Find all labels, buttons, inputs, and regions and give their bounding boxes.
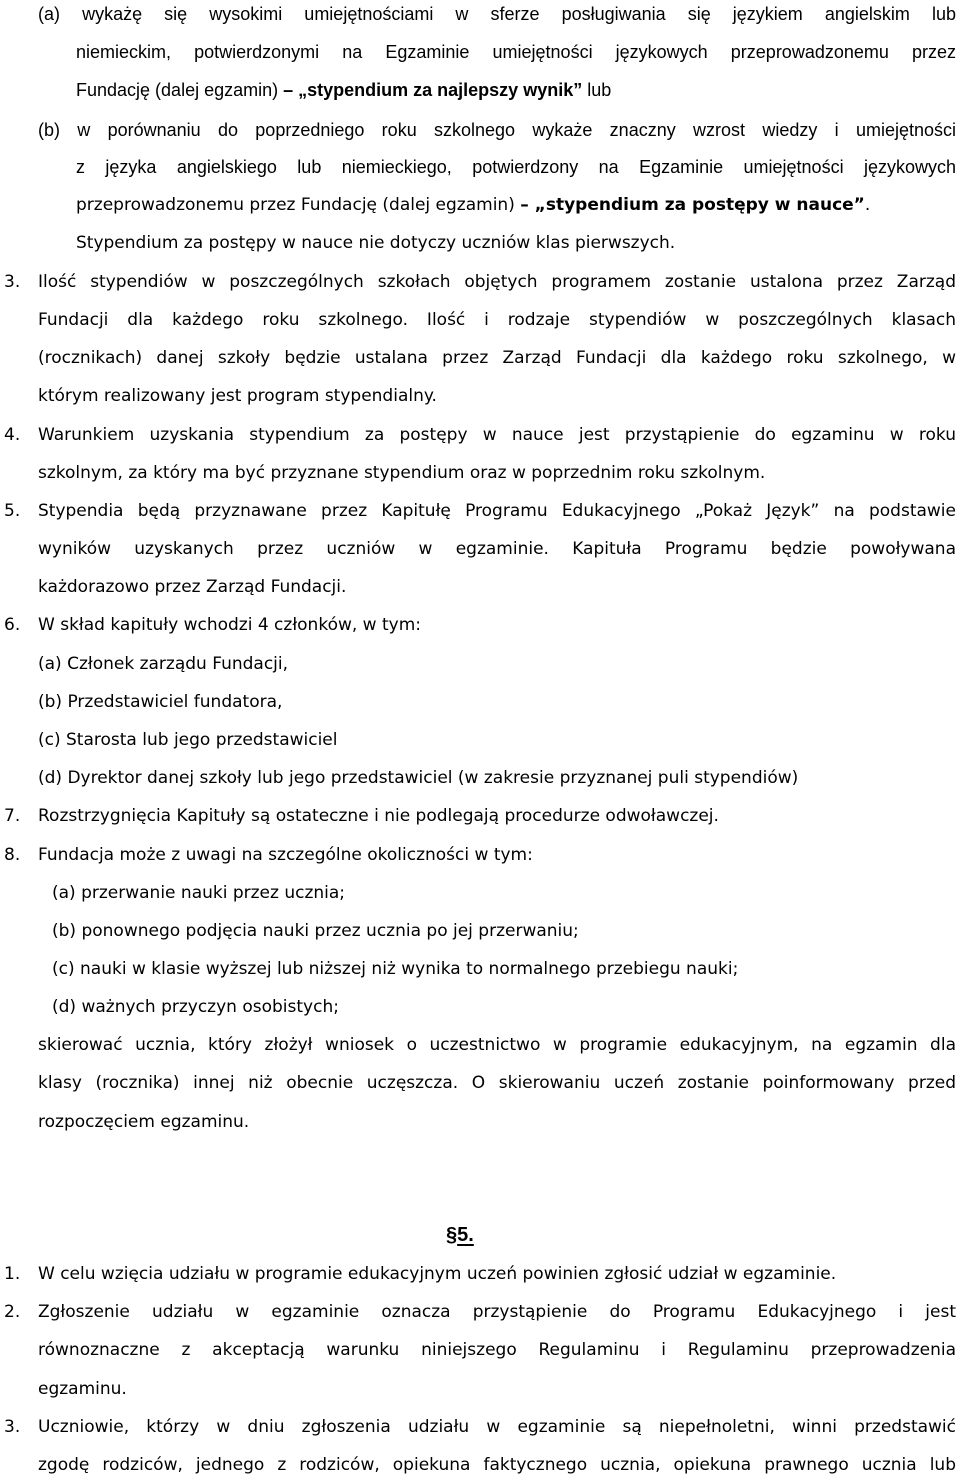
- list-item: (c) nauki w klasie wyższej lub niższej niż wynika to normalnego przebiegu nauki;: [52, 959, 739, 979]
- section-heading: [446, 1223, 474, 1247]
- item-number: 7.: [4, 806, 21, 826]
- text-line: Stypendia będą przyznawane przez Kapitułę Programu Edukacyjnego „Pokaż Język” na podstawie: [38, 501, 956, 521]
- text-line: Warunkiem uzyskania stypendium za postępy w nauce jest przystąpienie do egzaminu w roku: [38, 425, 956, 445]
- item-number: 3.: [4, 1417, 21, 1437]
- text-line: szkolnym, za który ma być przyznane stypendium oraz w poprzednim roku szkolnym.: [38, 463, 766, 483]
- section-symbol: §: [446, 1224, 458, 1246]
- text-line: Ilość stypendiów w poszczególnych szkołach objętych programem zostanie ustalona przez Zarząd: [38, 272, 956, 292]
- text-line: W skład kapituły wchodzi 4 członków, w tym:: [38, 615, 422, 635]
- text-span: Fundację (dalej egzamin): [76, 80, 284, 100]
- text-line: klasy (rocznika) innej niż obecnie uczęszcza. O skierowaniu uczeń zostanie poinformowany przed: [38, 1073, 956, 1093]
- item-number: 3.: [4, 272, 21, 292]
- text-line: równoznaczne z akceptacją warunku niniejszego Regulaminu i Regulaminu przeprowadzenia: [38, 1340, 956, 1360]
- text-line: W celu wzięcia udziału w programie edukacyjnym uczeń powinien zgłosić udział w egzaminie.: [38, 1264, 837, 1284]
- list-item: (d) Dyrektor danej szkoły lub jego przedstawiciel (w zakresie przyznanej puli stypendiów): [38, 768, 799, 788]
- scholarship-name-best-result: „stypendium za najlepszy wynik”: [293, 80, 583, 100]
- item-number: 8.: [4, 845, 21, 865]
- item-number: 5.: [4, 501, 21, 521]
- text-line: Fundacja może z uwagi na szczególne okoliczności w tym:: [38, 845, 533, 865]
- text-line: Zgłoszenie udziału w egzaminie oznacza przystąpienie do Programu Edukacyjnego i jest: [38, 1302, 956, 1322]
- item-number: 1.: [4, 1264, 21, 1284]
- text-line: (rocznikach) danej szkoły będzie ustalana przez Zarząd Fundacji dla każdego roku szkolnego, w: [38, 348, 956, 368]
- text-span: przeprowadzonemu przez Fundację (dalej egzamin): [76, 195, 521, 215]
- list-item: (d) ważnych przyczyn osobistych;: [52, 997, 339, 1017]
- text-line: każdorazowo przez Zarząd Fundacji.: [38, 577, 347, 597]
- text-line: wyników uzyskanych przez uczniów w egzaminie. Kapituła Programu będzie powoływana: [38, 539, 956, 559]
- text-span: .: [864, 195, 871, 215]
- text-line: z języka angielskiego lub niemieckiego, potwierdzony na Egzaminie umiejętności językowych: [76, 157, 956, 177]
- text-line: którym realizowany jest program stypendialny.: [38, 386, 437, 406]
- text-line: Uczniowie, którzy w dniu zgłoszenia udziału w egzaminie są niepełnoletni, winni przedstawić: [38, 1417, 956, 1437]
- text-line: Fundacji dla każdego roku szkolnego. Ilość i rodzaje stypendiów w poszczególnych klasach: [38, 310, 956, 330]
- text-line: egzaminu.: [38, 1379, 127, 1399]
- list-item: (b) ponownego podjęcia nauki przez ucznia po jej przerwaniu;: [52, 921, 579, 941]
- text-line: niemieckim, potwierdzonymi na Egzaminie umiejętności językowych przeprowadzonemu przez: [76, 42, 956, 62]
- list-item: (b) Przedstawiciel fundatora,: [38, 692, 283, 712]
- text-line: rozpoczęciem egzaminu.: [38, 1112, 250, 1132]
- item-number: 4.: [4, 425, 21, 445]
- text-span: lub: [582, 80, 612, 100]
- dash: –: [520, 195, 529, 215]
- text-line: (b) w porównaniu do poprzedniego roku szkolnego wykaże znaczny wzrost wiedzy i umiejętności: [38, 120, 956, 140]
- text-line: [76, 78, 611, 102]
- scholarship-name-progress: „stypendium za postępy w nauce”: [528, 195, 865, 215]
- section-number: 5.: [457, 1224, 474, 1246]
- text-line: (a) wykażę się wysokimi umiejętnościami w sferze posługiwania się językiem angielskim lub: [38, 4, 956, 24]
- item-number: 6.: [4, 615, 21, 635]
- text-line: skierować ucznia, który złożył wniosek o uczestnictwo w programie edukacyjnym, na egzamin dla: [38, 1035, 956, 1055]
- text-line: zgodę rodziców, jednego z rodziców, opiekuna faktycznego ucznia, opiekuna prawnego ucznia lub: [38, 1455, 956, 1475]
- list-item: (a) przerwanie nauki przez ucznia;: [52, 883, 346, 903]
- text-line: [76, 193, 870, 217]
- dash: –: [283, 80, 294, 100]
- text-line: Stypendium za postępy w nauce nie dotyczy uczniów klas pierwszych.: [76, 233, 676, 253]
- list-item: (a) Członek zarządu Fundacji,: [38, 654, 289, 674]
- list-item: (c) Starosta lub jego przedstawiciel: [38, 730, 338, 750]
- text-line: Rozstrzygnięcia Kapituły są ostateczne i nie podlegają procedurze odwoławczej.: [38, 806, 719, 826]
- item-number: 2.: [4, 1302, 21, 1322]
